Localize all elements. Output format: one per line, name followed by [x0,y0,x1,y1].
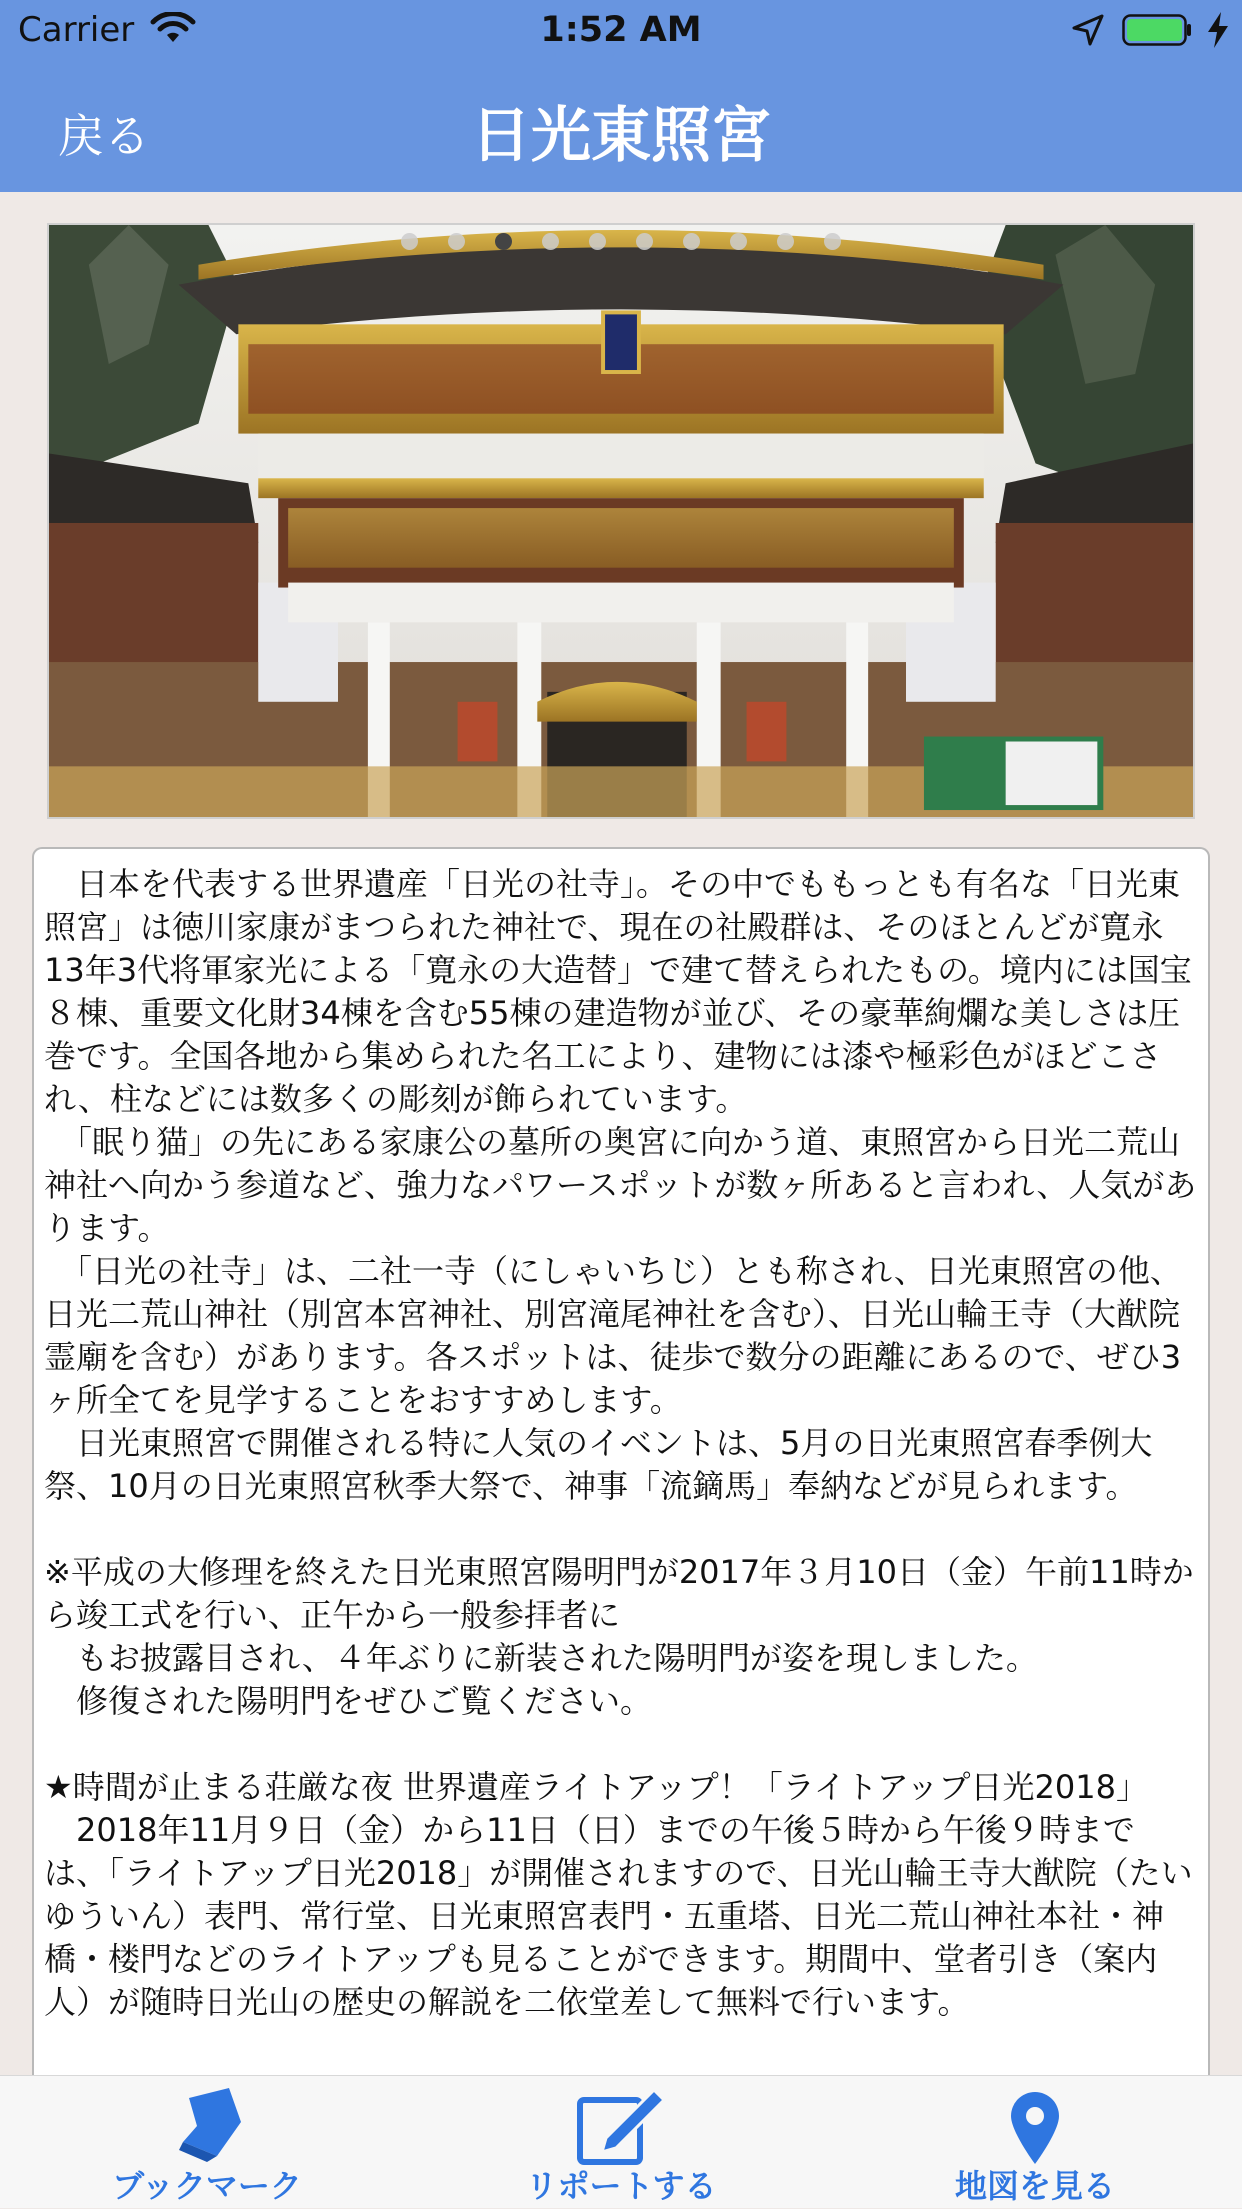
header [0,0,1242,192]
pencil-edit-icon [576,2084,666,2166]
description-paragraph [44,1723,1198,1766]
description-paragraph: 日光東照宮で開催される特に人気のイベントは、5月の日光東照宮春季例大祭、10月の日光東照宮秋季大祭で、神事「流鏑馬」奉納などが見られます。 [44,1424,1153,1505]
description-paragraph [44,1508,1198,1551]
description-text-view[interactable] [32,847,1210,2208]
description-paragraph: 「日光の社寺」は、二社一寺（にしゃいちじ）とも称され、日光東照宮の他、日光二荒山神社（別宮本宮神社、別宮滝尾神社を含む）、日光山輪王寺（大猷院霊廟を含む）があります。各スポットは、徒歩で数分の距離にあるので、ぜひ3ヶ所全てを見学することをおすすめします。 [44,1252,1182,1419]
page-title: 日光東照宮 [471,101,771,171]
photo-carousel[interactable] [47,223,1195,819]
page-dot[interactable] [824,233,841,250]
description-paragraph: 修復された陽明門をぜひご覧ください。 [44,1682,653,1720]
page-dot[interactable] [448,233,465,250]
description-paragraph: 日本を代表する世界遺産「日光の社寺」。その中でももっとも有名な「日光東照宮」は徳川家康がまつられた神社で、現在の社殿群は、そのほとんどが寛永13年3代将軍家光による「寛永の大造替」で建て替えられたもの。境内には国宝８棟、重要文化財34棟を含む55棟の建造物が並び、その豪華絢爛な美しさは圧巻です。全国各地から集められた名工により、建物には漆や極彩色がほどこされ、柱などには数多くの彫刻が飾られています。 [44,865,1192,1118]
location-arrow-icon [1072,14,1104,46]
page-dot[interactable] [777,233,794,250]
map-pin-icon [1005,2088,1065,2166]
page-dot[interactable] [401,233,418,250]
page-dot[interactable] [589,233,606,250]
tab-label: ブックマーク [112,2167,302,2205]
description-paragraph: ★時間が止まる荘厳な夜 世界遺産ライトアップ！「ライトアップ日光2018」 [44,1768,1148,1806]
description-paragraph: 2018年11月９日（金）から11日（日）までの午後５時から午後９時までは、「ライトアップ日光2018」が開催されますので、日光山輪王寺大猷院（たいゆういん）表門、常行堂、日光東照宮表門・五重塔、日光二荒山神社本社・神橋・楼門などのライトアップも見ることができます。期間中、堂者引き（案内人）が随時日光山の歴史の解説を二依堂差して無料で行います。 [44,1811,1193,2021]
carrier-label: Carrier [18,10,135,50]
tab-bar [0,2075,1242,2208]
page-dot[interactable] [730,233,747,250]
page-indicator[interactable] [49,233,1193,250]
description-paragraph: ※平成の大修理を終えた日光東照宮陽明門が2017年３月10日（金）午前11時から竣工式を行い、正午から一般参拝者に [44,1553,1194,1634]
page-dot[interactable] [542,233,559,250]
page-dot[interactable] [636,233,653,250]
bookmark-icon [167,2086,247,2166]
status-bar [0,0,1242,60]
status-time: 1:52 AM [540,10,702,50]
description-paragraph: もお披露目され、４年ぶりに新装された陽明門が姿を現しました。 [44,1639,1038,1677]
tab-label: リポートする [525,2167,717,2205]
tab-map[interactable] [828,2076,1242,2209]
yomeimon-gate-photo [49,225,1193,817]
charging-bolt-icon [1206,12,1230,48]
page-dot[interactable] [683,233,700,250]
battery-icon [1122,14,1192,46]
tab-report[interactable] [414,2076,828,2209]
tab-bookmark[interactable] [0,2076,414,2209]
page-dot-current[interactable] [495,233,512,250]
back-button[interactable]: 戻る [58,109,150,163]
navigation-bar [0,60,1242,192]
tab-label: 地図を見る [954,2167,1115,2205]
description-paragraph: 「眠り猫」の先にある家康公の墓所の奥宮に向かう道、東照宮から日光二荒山神社へ向かう参道など、強力なパワースポットが数ヶ所あると言われ、人気があります。 [44,1123,1197,1247]
